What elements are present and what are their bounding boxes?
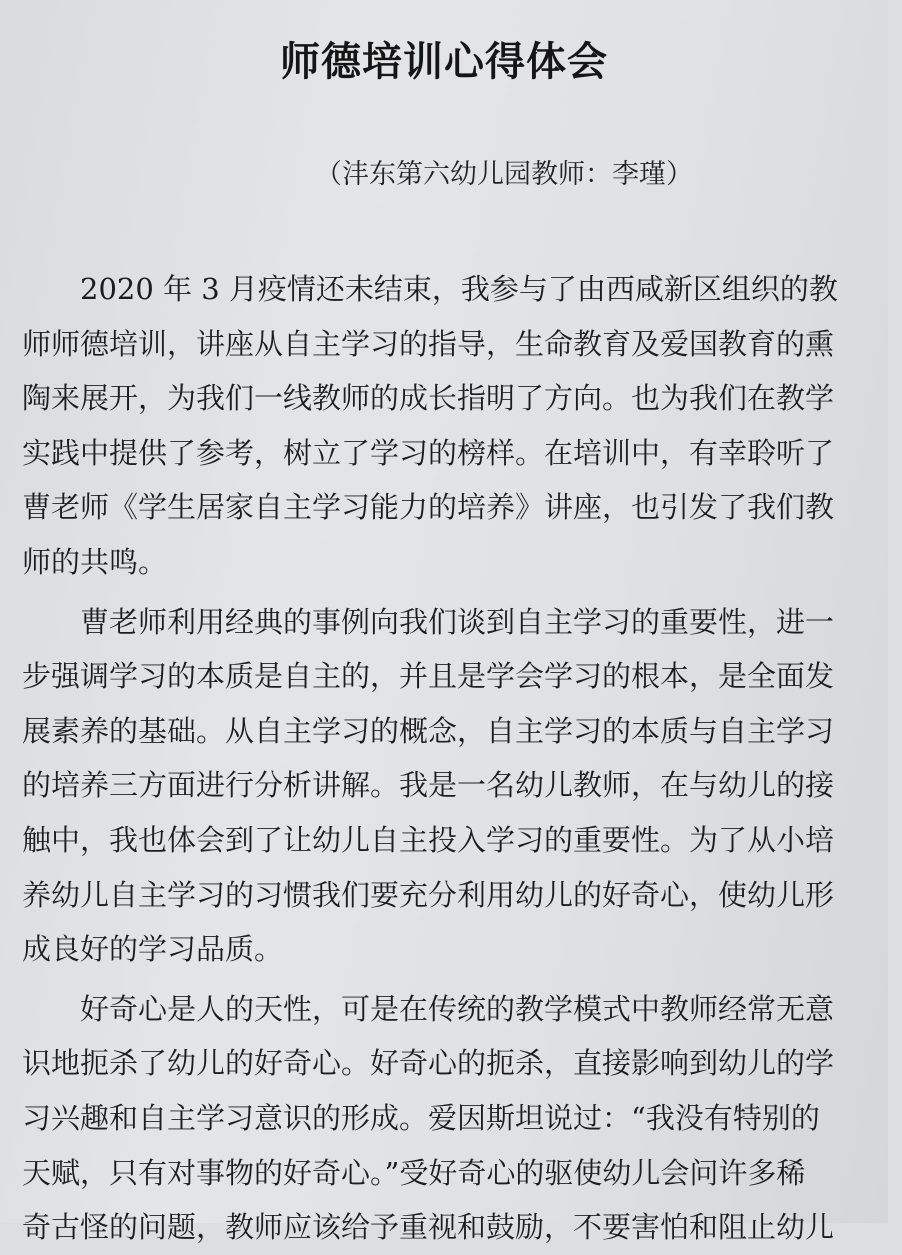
- paragraph-line: 习兴趣和自主学习意识的形成。爱因斯坦说过：“我没有特别的: [22, 1100, 820, 1135]
- paragraph-line: 成良好的学习品质。: [22, 932, 284, 967]
- document-body: [22, 262, 902, 1255]
- paragraph-3: [22, 982, 902, 1255]
- paragraph-1: [22, 262, 902, 590]
- paragraph-line: 师的共鸣。: [22, 544, 168, 579]
- paragraph-line: 实践中提供了参考，树立了学习的榜样。在培训中，有幸聆听了: [22, 435, 835, 470]
- paragraph-line: 2020 年 3 月疫情还未结束，我参与了由西咸新区组织的教: [80, 272, 838, 306]
- paragraph-line: 步强调学习的本质是自主的，并且是学会学习的根本，是全面发: [22, 659, 835, 694]
- paragraph-line: 的培养三方面进行分析讲解。我是一名幼儿教师，在与幼儿的接: [22, 768, 835, 803]
- paragraph-line: 识地扼杀了幼儿的好奇心。好奇心的扼杀，直接影响到幼儿的学: [22, 1046, 835, 1081]
- paragraph-line: 养幼儿自主学习的习惯我们要充分利用幼儿的好奇心，使幼儿形: [22, 877, 835, 912]
- paragraph-line: 天赋，只有对事物的好奇心。”受好奇心的驱使幼儿会问许多稀: [22, 1155, 806, 1190]
- paragraph-2: [22, 595, 902, 977]
- paragraph-line: 触中，我也体会到了让幼儿自主投入学习的重要性。为了从小培: [22, 822, 835, 857]
- paragraph-line: 曹老师利用经典的事例向我们谈到自主学习的重要性，进一: [80, 604, 835, 639]
- paragraph-line: 好奇心是人的天性，可是在传统的教学模式中教师经常无意: [80, 991, 835, 1026]
- paragraph-line: 奇古怪的问题，教师应该给予重视和鼓励，不要害怕和阻止幼儿: [22, 1210, 835, 1245]
- paragraph-line: 展素养的基础。从自主学习的概念，自主学习的本质与自主学习: [22, 713, 835, 748]
- document-title: 师德培训心得体会: [280, 39, 608, 85]
- paragraph-line: 陶来展开，为我们一线教师的成长指明了方向。也为我们在教学: [22, 381, 835, 416]
- paragraph-line: 曹老师《学生居家自主学习能力的培养》讲座，也引发了我们教: [22, 490, 835, 525]
- paragraph-line: 师师德培训，讲座从自主学习的指导，生命教育及爱国教育的熏: [22, 326, 835, 361]
- author-byline: （沣东第六幼儿园教师：李瑾）: [315, 159, 693, 190]
